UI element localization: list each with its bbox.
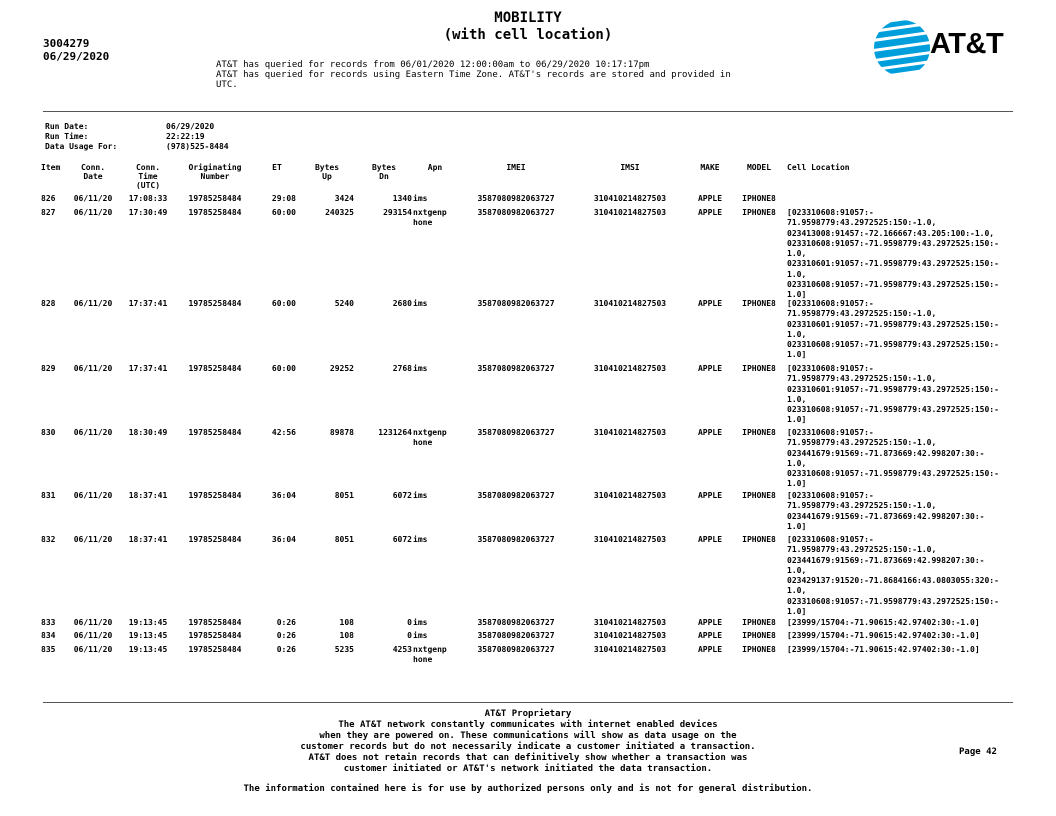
run-date-value: 06/29/2020 [166, 122, 215, 131]
originating-number-cell: 19785258484 [188, 364, 242, 373]
column-header-time: Conn. Time (UTC) [135, 163, 161, 190]
bytes-up-cell: 3424 [334, 194, 354, 203]
cell-location-cell: [023310608:91057:- 71.9598779:43.2972525:150:-1.0, 023441679:91569:-71.873669:42.998207:30:- 1.0] [787, 491, 985, 531]
elapsed-time-cell: 36:04 [271, 491, 296, 500]
conn-time-cell: 19:13:45 [128, 618, 168, 627]
item-cell: 835 [41, 645, 56, 654]
make-cell: APPLE [697, 645, 723, 654]
data-usage-label: Data Usage For: [45, 142, 118, 151]
conn-date-cell: 06/11/20 [73, 645, 113, 654]
footer-notice-line: AT&T does not retain records that can definitively show whether a transaction was [308, 753, 748, 763]
make-cell: APPLE [697, 491, 723, 500]
att-logo-text: AT&T [930, 28, 1004, 60]
make-cell: APPLE [697, 299, 723, 308]
originating-number-cell: 19785258484 [188, 535, 242, 544]
originating-number-cell: 19785258484 [188, 194, 242, 203]
item-cell: 827 [41, 208, 56, 217]
query-range-text: AT&T has queried for records from 06/01/2020 12:00:00am to 06/29/2020 10:17:17pm [216, 60, 650, 70]
make-cell: APPLE [697, 194, 723, 203]
imsi-cell: 310410214827503 [593, 631, 667, 640]
imsi-cell: 310410214827503 [593, 535, 667, 544]
originating-number-cell: 19785258484 [188, 299, 242, 308]
model-cell: IPHONE8 [742, 194, 776, 203]
conn-date-cell: 06/11/20 [73, 535, 113, 544]
model-cell: IPHONE8 [742, 299, 776, 308]
imei-cell: 3587080982063727 [477, 299, 555, 308]
apn-cell: ims [413, 194, 428, 203]
proprietary-title: AT&T Proprietary [484, 709, 572, 719]
report-date: 06/29/2020 [43, 50, 110, 63]
cell-location-cell: [23999/15704:-71.90615:42.97402:30:-1.0] [787, 631, 980, 640]
imei-cell: 3587080982063727 [477, 645, 555, 654]
report-title: MOBILITY [494, 10, 562, 26]
conn-date-cell: 06/11/20 [73, 208, 113, 217]
imei-cell: 3587080982063727 [477, 194, 555, 203]
conn-date-cell: 06/11/20 [73, 299, 113, 308]
imei-cell: 3587080982063727 [477, 535, 555, 544]
model-cell: IPHONE8 [742, 535, 776, 544]
imsi-cell: 310410214827503 [593, 194, 667, 203]
apn-cell: nxtgenp hone [413, 428, 447, 448]
conn-date-cell: 06/11/20 [73, 364, 113, 373]
cell-location-cell: [023310608:91057:- 71.9598779:43.2972525:150:-1.0, 023441679:91569:-71.873669:42.998207:30:- 1.0, 023429137:91520:-71.8684166:43.0803055:320:- 1.0, 023310608:91057:-71.9598779:43.2972525:150:- 1.0] [787, 535, 999, 617]
footer-notice-line: when they are powered on. These communications will show as data usage on the [319, 731, 737, 741]
cell-location-cell: [023310608:91057:- 71.9598779:43.2972525:150:-1.0, 023441679:91569:-71.873669:42.998207:30:- 1.0, 023310608:91057:-71.9598779:43.2972525:150:- 1.0] [787, 428, 999, 489]
item-cell: 832 [41, 535, 56, 544]
apn-cell: ims [413, 364, 428, 373]
item-cell: 834 [41, 631, 56, 640]
make-cell: APPLE [697, 364, 723, 373]
conn-date-cell: 06/11/20 [73, 491, 113, 500]
elapsed-time-cell: 0:26 [276, 631, 296, 640]
column-header-up: Bytes Up [314, 163, 340, 181]
bytes-up-cell: 5240 [334, 299, 354, 308]
bytes-down-cell: 2768 [392, 364, 412, 373]
imsi-cell: 310410214827503 [593, 618, 667, 627]
model-cell: IPHONE8 [742, 645, 776, 654]
originating-number-cell: 19785258484 [188, 428, 242, 437]
bytes-up-cell: 89878 [329, 428, 354, 437]
imsi-cell: 310410214827503 [593, 208, 667, 217]
bytes-down-cell: 1231264 [378, 428, 412, 437]
apn-cell: nxtgenp hone [413, 208, 447, 228]
conn-date-cell: 06/11/20 [73, 428, 113, 437]
conn-time-cell: 18:30:49 [128, 428, 168, 437]
make-cell: APPLE [697, 535, 723, 544]
elapsed-time-cell: 36:04 [271, 535, 296, 544]
imsi-cell: 310410214827503 [593, 645, 667, 654]
bytes-up-cell: 108 [339, 618, 354, 627]
make-cell: APPLE [697, 428, 723, 437]
apn-cell: ims [413, 618, 428, 627]
conn-time-cell: 17:37:41 [128, 299, 168, 308]
footer-divider [43, 702, 1013, 703]
bytes-up-cell: 8051 [334, 535, 354, 544]
bytes-down-cell: 1340 [392, 194, 412, 203]
model-cell: IPHONE8 [742, 208, 776, 217]
elapsed-time-cell: 0:26 [276, 618, 296, 627]
bytes-down-cell: 4253 [392, 645, 412, 654]
item-cell: 833 [41, 618, 56, 627]
conn-time-cell: 17:30:49 [128, 208, 168, 217]
imei-cell: 3587080982063727 [477, 428, 555, 437]
att-globe-logo-icon [872, 18, 932, 78]
bytes-up-cell: 29252 [329, 364, 354, 373]
report-subtitle: (with cell location) [443, 27, 613, 43]
apn-cell: ims [413, 631, 428, 640]
column-header-dn: Bytes Dn [371, 163, 397, 181]
cell-location-cell: [23999/15704:-71.90615:42.97402:30:-1.0] [787, 618, 980, 627]
imei-cell: 3587080982063727 [477, 618, 555, 627]
column-header-imei: IMEI [506, 163, 526, 172]
bytes-up-cell: 108 [339, 631, 354, 640]
conn-time-cell: 18:37:41 [128, 535, 168, 544]
bytes-down-cell: 6072 [392, 535, 412, 544]
originating-number-cell: 19785258484 [188, 645, 242, 654]
account-number: 3004279 [43, 37, 90, 50]
conn-time-cell: 17:08:33 [128, 194, 168, 203]
originating-number-cell: 19785258484 [188, 618, 242, 627]
apn-cell: ims [413, 535, 428, 544]
imsi-cell: 310410214827503 [593, 364, 667, 373]
header-divider [43, 111, 1013, 112]
apn-cell: ims [413, 491, 428, 500]
bytes-down-cell: 6072 [392, 491, 412, 500]
imei-cell: 3587080982063727 [477, 631, 555, 640]
page-number: Page 42 [959, 747, 997, 757]
conn-date-cell: 06/11/20 [73, 194, 113, 203]
bytes-down-cell: 0 [407, 631, 412, 640]
make-cell: APPLE [697, 631, 723, 640]
elapsed-time-cell: 0:26 [276, 645, 296, 654]
imei-cell: 3587080982063727 [477, 208, 555, 217]
model-cell: IPHONE8 [742, 428, 776, 437]
originating-number-cell: 19785258484 [188, 208, 242, 217]
imsi-cell: 310410214827503 [593, 491, 667, 500]
column-header-date: Conn. Date [80, 163, 106, 181]
footer-notice-line: The AT&T network constantly communicates with internet enabled devices [338, 720, 718, 730]
bytes-up-cell: 5235 [334, 645, 354, 654]
cell-location-cell: [023310608:91057:- 71.9598779:43.2972525:150:-1.0, 023413008:91457:-72.166667:43.205:100:-1.0, 023310608:91057:-71.9598779:43.2972525:150:- 1.0, 023310601:91057:-71.9598779:43.2972525:150:- 1.0, 023310608:91057:-71.9598779:43.2972525:150:- 1.0] [787, 208, 999, 300]
model-cell: IPHONE8 [742, 618, 776, 627]
column-header-item: Item [41, 163, 61, 172]
make-cell: APPLE [697, 618, 723, 627]
apn-cell: nxtgenp hone [413, 645, 447, 665]
originating-number-cell: 19785258484 [188, 631, 242, 640]
distribution-disclaimer: The information contained here is for use by authorized persons only and is not for general distribution. [243, 784, 813, 794]
imsi-cell: 310410214827503 [593, 299, 667, 308]
make-cell: APPLE [697, 208, 723, 217]
bytes-down-cell: 0 [407, 618, 412, 627]
column-header-make: MAKE [700, 163, 720, 172]
item-cell: 831 [41, 491, 56, 500]
data-usage-number: (978)525-8484 [166, 142, 229, 151]
run-date-label: Run Date: [45, 122, 89, 131]
column-header-cell: Cell Location [787, 163, 850, 172]
item-cell: 830 [41, 428, 56, 437]
footer-notice-line: customer initiated or AT&T's network initiated the data transaction. [343, 764, 713, 774]
run-time-value: 22:22:19 [166, 132, 205, 141]
column-header-model: MODEL [746, 163, 772, 172]
conn-time-cell: 19:13:45 [128, 631, 168, 640]
conn-date-cell: 06/11/20 [73, 631, 113, 640]
conn-time-cell: 17:37:41 [128, 364, 168, 373]
imsi-cell: 310410214827503 [593, 428, 667, 437]
imei-cell: 3587080982063727 [477, 491, 555, 500]
model-cell: IPHONE8 [742, 631, 776, 640]
elapsed-time-cell: 29:08 [271, 194, 296, 203]
column-header-orig: Originating Number [188, 163, 242, 181]
bytes-up-cell: 8051 [334, 491, 354, 500]
item-cell: 826 [41, 194, 56, 203]
originating-number-cell: 19785258484 [188, 491, 242, 500]
item-cell: 829 [41, 364, 56, 373]
item-cell: 828 [41, 299, 56, 308]
query-timezone-text: AT&T has queried for records using Eastern Time Zone. AT&T's records are stored and provided in [216, 70, 731, 80]
conn-time-cell: 19:13:45 [128, 645, 168, 654]
footer-notice-line: customer records but do not necessarily indicate a customer initiated a transaction. [300, 742, 756, 752]
cell-location-cell: [023310608:91057:- 71.9598779:43.2972525:150:-1.0, 023310601:91057:-71.9598779:43.2972525:150:- 1.0, 023310608:91057:-71.9598779:43.2972525:150:- 1.0] [787, 299, 999, 360]
run-time-label: Run Time: [45, 132, 89, 141]
model-cell: IPHONE8 [742, 491, 776, 500]
cell-location-cell: [23999/15704:-71.90615:42.97402:30:-1.0] [787, 645, 980, 654]
model-cell: IPHONE8 [742, 364, 776, 373]
bytes-down-cell: 293154 [383, 208, 412, 217]
bytes-down-cell: 2680 [392, 299, 412, 308]
column-header-imsi: IMSI [620, 163, 640, 172]
elapsed-time-cell: 60:00 [271, 299, 296, 308]
elapsed-time-cell: 60:00 [271, 364, 296, 373]
cell-location-cell: [023310608:91057:- 71.9598779:43.2972525:150:-1.0, 023310601:91057:-71.9598779:43.2972525:150:- 1.0, 023310608:91057:-71.9598779:43.2972525:150:- 1.0] [787, 364, 999, 425]
imei-cell: 3587080982063727 [477, 364, 555, 373]
elapsed-time-cell: 42:56 [271, 428, 296, 437]
column-header-et: ET [272, 163, 282, 172]
conn-date-cell: 06/11/20 [73, 618, 113, 627]
column-header-apn: Apn [427, 163, 443, 172]
apn-cell: ims [413, 299, 428, 308]
conn-time-cell: 18:37:41 [128, 491, 168, 500]
elapsed-time-cell: 60:00 [271, 208, 296, 217]
query-timezone-text-cont: UTC. [216, 80, 238, 90]
bytes-up-cell: 240325 [325, 208, 354, 217]
